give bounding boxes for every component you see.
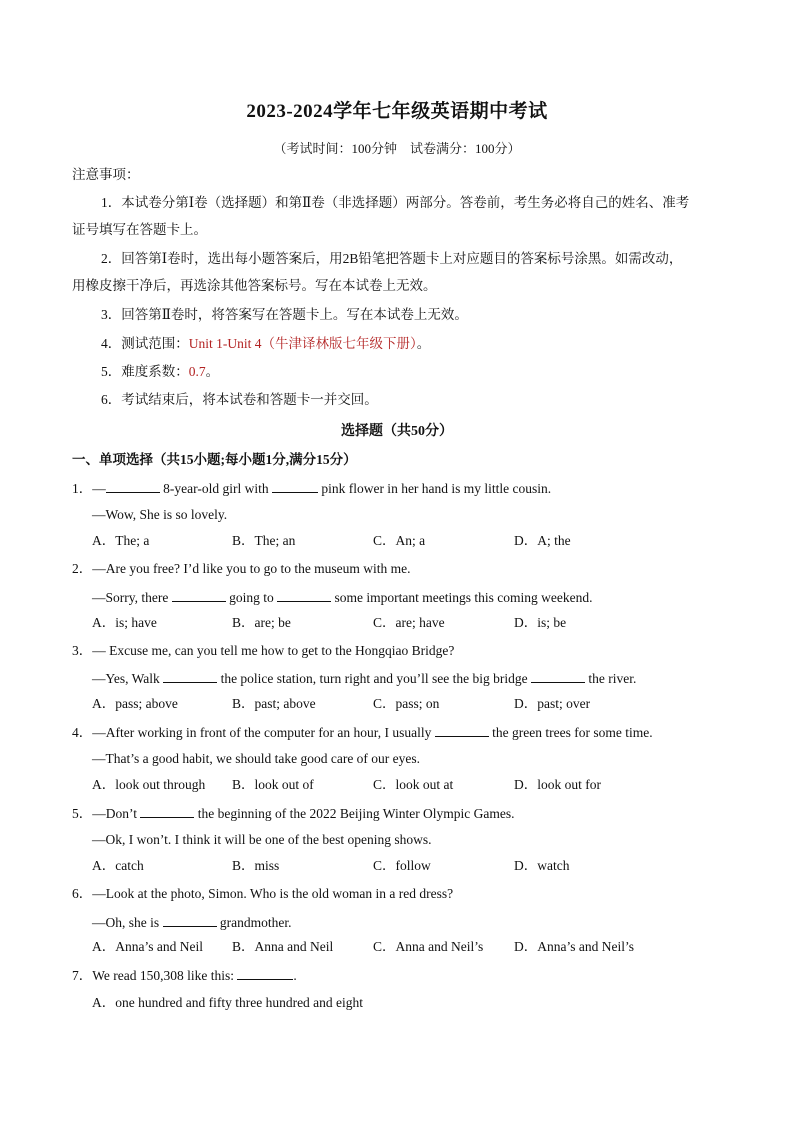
q6-part2: grandmother. bbox=[216, 915, 292, 930]
q3-reply bbox=[92, 669, 636, 688]
q3-part1: —Yes, Walk bbox=[92, 671, 164, 686]
answer-blank bbox=[272, 479, 318, 493]
q7-stem bbox=[72, 966, 297, 985]
q6-option-b[interactable]: B．Anna and Neil bbox=[232, 939, 334, 954]
q2-option-a[interactable]: A．is; have bbox=[92, 615, 157, 630]
q6-option-c[interactable]: C．Anna and Neil’s bbox=[373, 939, 484, 954]
note-1a: 1．本试卷分第Ⅰ卷（选择题）和第Ⅱ卷（非选择题）两部分。答卷前，考生务必将自己的姓名、准考 bbox=[101, 195, 690, 210]
q7-part1: 7．We read 150,308 like this: bbox=[72, 968, 238, 983]
note-1b: 证号填写在答题卡上。 bbox=[72, 222, 207, 237]
q1-option-b[interactable]: B．The; an bbox=[232, 533, 296, 548]
note-5-prefix: 5．难度系数： bbox=[101, 364, 189, 379]
q2-part3: some important meetings this coming weekend. bbox=[331, 590, 593, 605]
q4-part1: 4．—After working in front of the computer for an hour, I usually bbox=[72, 725, 435, 740]
exam-title: 2023-2024学年七年级英语期中考试 bbox=[246, 101, 548, 122]
q2-option-b[interactable]: B．are; be bbox=[232, 615, 291, 630]
note-2a: 2．回答第Ⅰ卷时，选出每小题答案后，用2B铅笔把答题卡上对应题目的答案标号涂黑。如需改动， bbox=[101, 251, 683, 266]
note-5 bbox=[101, 363, 219, 381]
q6-option-a[interactable]: A．Anna’s and Neil bbox=[92, 939, 203, 954]
exam-subtitle: （考试时间：100分钟 试卷满分：100分） bbox=[273, 141, 521, 156]
q4-reply: —That’s a good habit, we should take good care of our eyes. bbox=[92, 751, 421, 766]
note-4-suffix: 。 bbox=[416, 336, 431, 351]
q5-option-d[interactable]: D．watch bbox=[514, 858, 570, 873]
q2-option-c[interactable]: C．are; have bbox=[373, 615, 445, 630]
note-5-suffix: 。 bbox=[205, 364, 220, 379]
q5-option-c[interactable]: C．follow bbox=[373, 858, 431, 873]
q4-option-a[interactable]: A．look out through bbox=[92, 777, 206, 792]
notes-heading: 注意事项： bbox=[72, 167, 140, 182]
q1-option-d[interactable]: D．A; the bbox=[514, 533, 571, 548]
q2-part2: going to bbox=[225, 590, 278, 605]
q3-option-d[interactable]: D．past; over bbox=[514, 696, 591, 711]
q6-stem: 6．—Look at the photo, Simon. Who is the old woman in a red dress? bbox=[72, 886, 454, 901]
q7-option-a[interactable]: A．one hundred and fifty three hundred and eight bbox=[92, 995, 364, 1010]
q2-part1: —Sorry, there bbox=[92, 590, 172, 605]
q4-option-d[interactable]: D．look out for bbox=[514, 777, 601, 792]
q2-option-d[interactable]: D．is; be bbox=[514, 615, 567, 630]
q5-option-a[interactable]: A．catch bbox=[92, 858, 144, 873]
q3-option-b[interactable]: B．past; above bbox=[232, 696, 316, 711]
note-6: 6．考试结束后，将本试卷和答题卡一并交回。 bbox=[101, 392, 378, 407]
q1-stem bbox=[72, 479, 551, 498]
q1-part1: 8-year-old girl with bbox=[159, 481, 272, 496]
q3-stem: 3．— Excuse me, can you tell me how to get to the Hongqiao Bridge? bbox=[72, 643, 455, 658]
q1-option-c[interactable]: C．An; a bbox=[373, 533, 426, 548]
q5-reply: —Ok, I won’t. I think it will be one of the best opening shows. bbox=[92, 832, 432, 847]
q2-stem: 2．—Are you free? I’d like you to go to the museum with me. bbox=[72, 561, 411, 576]
part-one-heading: 一、单项选择（共15小题;每小题1分,满分15分） bbox=[72, 452, 357, 467]
q1-option-a[interactable]: A．The; a bbox=[92, 533, 150, 548]
answer-blank bbox=[172, 588, 226, 602]
q2-reply bbox=[92, 588, 592, 607]
answer-blank bbox=[163, 669, 217, 683]
note-4-range: Unit 1-Unit 4（牛津译林版七年级下册） bbox=[188, 336, 417, 351]
q1-reply: —Wow, She is so lovely. bbox=[92, 507, 228, 522]
note-5-value: 0.7 bbox=[188, 364, 206, 379]
q7-part2: . bbox=[293, 968, 297, 983]
q6-part1: —Oh, she is bbox=[92, 915, 163, 930]
q6-reply bbox=[92, 913, 291, 932]
answer-blank bbox=[140, 804, 194, 818]
answer-blank bbox=[531, 669, 585, 683]
answer-blank bbox=[163, 913, 217, 927]
note-2b: 用橡皮擦干净后，再选涂其他答案标号。写在本试卷上无效。 bbox=[72, 278, 437, 293]
note-4-prefix: 4．测试范围： bbox=[101, 336, 189, 351]
section-title: 选择题（共50分） bbox=[341, 424, 453, 439]
note-4 bbox=[101, 335, 430, 353]
q3-option-c[interactable]: C．pass; on bbox=[373, 696, 440, 711]
q4-option-b[interactable]: B．look out of bbox=[232, 777, 314, 792]
q5-stem bbox=[72, 804, 515, 823]
answer-blank bbox=[435, 723, 489, 737]
q5-option-b[interactable]: B．miss bbox=[232, 858, 280, 873]
q3-option-a[interactable]: A．pass; above bbox=[92, 696, 178, 711]
answer-blank bbox=[277, 588, 331, 602]
q4-option-c[interactable]: C．look out at bbox=[373, 777, 454, 792]
q3-part3: the river. bbox=[585, 671, 637, 686]
q5-part1: 5．—Don’t bbox=[72, 806, 141, 821]
q6-option-d[interactable]: D．Anna’s and Neil’s bbox=[514, 939, 634, 954]
q1-part2: pink flower in her hand is my little cousin. bbox=[317, 481, 552, 496]
note-3: 3．回答第Ⅱ卷时，将答案写在答题卡上。写在本试卷上无效。 bbox=[101, 307, 468, 322]
answer-blank bbox=[237, 966, 293, 980]
q4-part2: the green trees for some time. bbox=[488, 725, 653, 740]
q5-part2: the beginning of the 2022 Beijing Winter Olympic Games. bbox=[194, 806, 515, 821]
answer-blank bbox=[106, 479, 160, 493]
q4-stem bbox=[72, 723, 653, 742]
q1-num: 1．— bbox=[72, 481, 106, 496]
q3-part2: the police station, turn right and you’ll see the big bridge bbox=[217, 671, 531, 686]
